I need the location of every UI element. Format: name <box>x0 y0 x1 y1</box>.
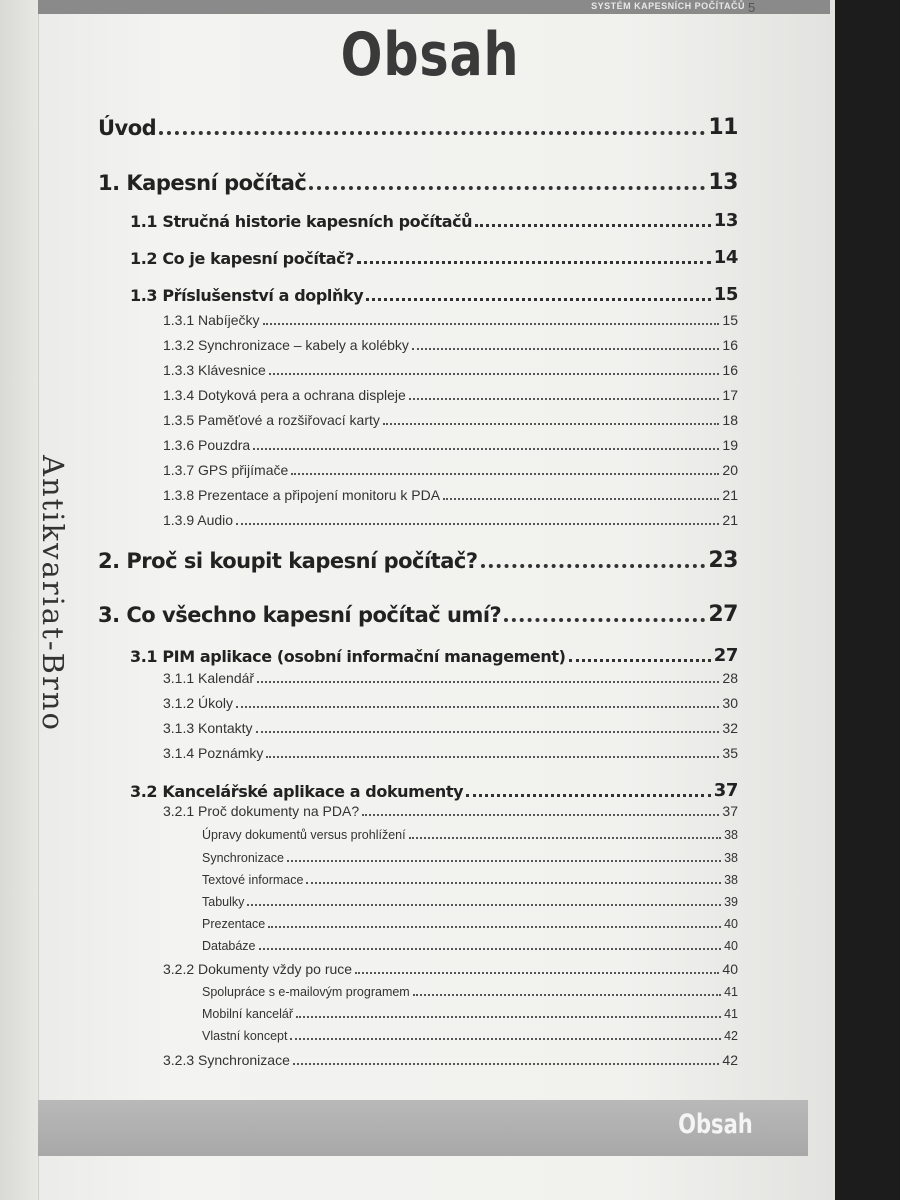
toc-entry-page: 13 <box>708 170 738 195</box>
toc-entry-page: 41 <box>724 1007 738 1021</box>
toc-entry-label: Úpravy dokumentů versus prohlížení <box>202 828 406 842</box>
toc-entry-label: 3.1.2 Úkoly <box>163 695 234 711</box>
toc-entry <box>163 670 738 686</box>
toc-entry <box>202 985 738 999</box>
toc-entry-label: Mobilní kancelář <box>202 1007 294 1021</box>
toc-entry <box>202 828 738 842</box>
toc-entry <box>130 284 738 305</box>
footer-label: Obsah <box>678 1109 753 1140</box>
toc-leader-dots <box>259 948 722 950</box>
toc-entry <box>202 851 738 865</box>
toc-leader-dots <box>366 298 711 301</box>
toc-entry-page: 21 <box>722 512 738 528</box>
toc-entry-label: Textové informace <box>202 873 304 887</box>
toc-entry <box>202 895 738 909</box>
toc-entry-label: 3.2.2 Dokumenty vždy po ruce <box>163 961 353 977</box>
toc-leader-dots <box>296 1016 721 1018</box>
toc-leader-dots <box>287 860 721 862</box>
toc-entry-page: 13 <box>713 210 738 231</box>
toc-entry-label: 1.3.6 Pouzdra <box>163 437 251 453</box>
toc-entry-page: 38 <box>724 828 738 842</box>
toc-entry-label: 3.1.3 Kontakty <box>163 720 253 736</box>
toc-entry-label: 3.2.1 Proč dokumenty na PDA? <box>163 803 360 819</box>
toc-leader-dots <box>475 224 711 227</box>
toc-leader-dots <box>266 756 719 758</box>
toc-leader-dots <box>159 131 705 135</box>
toc-leader-dots <box>257 681 719 683</box>
toc-entry <box>202 873 738 887</box>
toc-entry <box>98 115 738 140</box>
toc-entry <box>163 1052 738 1068</box>
toc-entry-page: 28 <box>722 670 738 686</box>
toc-entry-page: 16 <box>722 362 738 378</box>
toc-entry <box>163 412 738 428</box>
toc-entry-label: 3.1.1 Kalendář <box>163 670 255 686</box>
toc-entry-page: 15 <box>722 312 738 328</box>
toc-leader-dots <box>357 261 711 264</box>
toc-entry <box>163 387 738 403</box>
toc-entry-page: 32 <box>722 720 738 736</box>
toc-entry <box>202 939 738 953</box>
toc-entry <box>163 337 738 353</box>
toc-leader-dots <box>256 731 720 733</box>
toc-leader-dots <box>409 837 722 839</box>
toc-entry <box>163 462 738 478</box>
toc-entry <box>130 645 738 666</box>
toc-entry-label: Databáze <box>202 939 256 953</box>
toc-leader-dots <box>569 659 711 662</box>
toc-entry-label: 3.2 Kancelářské aplikace a dokumenty <box>130 782 464 801</box>
toc-entry-page: 40 <box>724 939 738 953</box>
toc-leader-dots <box>443 498 719 500</box>
toc-entry-label: 3. Co všechno kapesní počítač umí? <box>98 603 502 627</box>
toc-leader-dots <box>409 398 720 400</box>
toc-entry-page: 21 <box>722 487 738 503</box>
toc-entry-page: 17 <box>722 387 738 403</box>
toc-entry <box>130 780 738 801</box>
toc-leader-dots <box>504 618 705 622</box>
toc-entry-label: 3.1 PIM aplikace (osobní informační management) <box>130 647 566 666</box>
toc-entry-label: 1.3.5 Paměťové a rozšiřovací karty <box>163 412 380 428</box>
toc-entry-page: 40 <box>724 917 738 931</box>
toc-entry-label: Tabulky <box>202 895 245 909</box>
toc-entry-label: 2. Proč si koupit kapesní počítač? <box>98 549 478 573</box>
toc-leader-dots <box>309 186 705 190</box>
toc-entry-page: 38 <box>724 873 738 887</box>
toc-entry-page: 42 <box>724 1029 738 1043</box>
toc-entry <box>202 1029 738 1043</box>
toc-entry-page: 35 <box>722 745 738 761</box>
toc-entry-page: 37 <box>722 803 738 819</box>
toc-entry <box>130 247 738 268</box>
toc-entry-page: 39 <box>724 895 738 909</box>
toc-entry-page: 20 <box>722 462 738 478</box>
toc-entry <box>163 720 738 736</box>
toc-entry-page: 18 <box>722 412 738 428</box>
toc-entry-page: 41 <box>724 985 738 999</box>
antikvariat-watermark: Antikvariat-Brno <box>36 455 70 732</box>
toc-entry-label: 1.1 Stručná historie kapesních počítačů <box>130 212 473 231</box>
previous-page-edge <box>0 0 39 1200</box>
toc-entry <box>98 548 738 573</box>
toc-entry-label: 3.2.3 Synchronizace <box>163 1052 290 1068</box>
toc-entry <box>163 695 738 711</box>
toc-entry-page: 27 <box>708 602 738 627</box>
toc-leader-dots <box>236 523 719 525</box>
toc-entry-label: 1.3.7 GPS přijímače <box>163 462 289 478</box>
toc-entry-label: Spolupráce s e-mailovým programem <box>202 985 410 999</box>
page-title: Obsah <box>340 20 520 90</box>
toc-entry-page: 15 <box>713 284 738 305</box>
toc-leader-dots <box>253 448 719 450</box>
toc-entry <box>202 1007 738 1021</box>
toc-entry-label: 1.2 Co je kapesní počítač? <box>130 249 355 268</box>
toc-leader-dots <box>481 564 706 568</box>
toc-entry <box>163 487 738 503</box>
toc-leader-dots <box>291 473 719 475</box>
toc-entry-label: Prezentace <box>202 917 266 931</box>
toc-entry-page: 16 <box>722 337 738 353</box>
page-mark: 5 <box>748 0 756 15</box>
running-title: SYSTÉM KAPESNÍCH POČÍTAČŮ <box>591 1 745 11</box>
toc-entry <box>163 362 738 378</box>
toc-leader-dots <box>263 323 720 325</box>
toc-entry-page: 37 <box>713 780 738 801</box>
toc-entry <box>202 917 738 931</box>
toc-leader-dots <box>268 926 721 928</box>
toc-entry-page: 27 <box>713 645 738 666</box>
toc-entry <box>163 961 738 977</box>
toc-entry-label: 1.3 Příslušenství a doplňky <box>130 286 364 305</box>
toc-entry-page: 30 <box>722 695 738 711</box>
toc-entry-page: 11 <box>708 115 738 140</box>
toc-leader-dots <box>306 882 721 884</box>
toc-entry <box>98 170 738 195</box>
toc-leader-dots <box>412 348 719 350</box>
toc-entry-label: Úvod <box>98 116 157 140</box>
toc-entry-page: 38 <box>724 851 738 865</box>
toc-leader-dots <box>290 1038 721 1040</box>
toc-leader-dots <box>269 373 720 375</box>
toc-entry <box>130 210 738 231</box>
toc-leader-dots <box>413 994 721 996</box>
toc-entry-label: 1.3.3 Klávesnice <box>163 362 266 378</box>
background-surface <box>830 0 900 1200</box>
toc-entry-page: 23 <box>708 548 738 573</box>
toc-entry-label: Vlastní koncept <box>202 1029 288 1043</box>
toc-leader-dots <box>293 1063 720 1065</box>
toc-entry-label: Synchronizace <box>202 851 284 865</box>
toc-leader-dots <box>247 904 721 906</box>
toc-entry-page: 40 <box>722 961 738 977</box>
toc-entry <box>163 512 738 528</box>
toc-entry-label: 1.3.9 Audio <box>163 512 234 528</box>
toc-entry-label: 1.3.1 Nabíječky <box>163 312 260 328</box>
toc-entry-label: 3.1.4 Poznámky <box>163 745 264 761</box>
toc-entry <box>163 803 738 819</box>
toc-entry-label: 1.3.4 Dotyková pera a ochrana displeje <box>163 387 406 403</box>
toc-leader-dots <box>355 972 719 974</box>
toc-leader-dots <box>466 794 711 797</box>
toc-leader-dots <box>383 423 720 425</box>
toc-entry <box>163 437 738 453</box>
toc-entry-label: 1. Kapesní počítač <box>98 171 307 195</box>
toc-entry <box>163 312 738 328</box>
toc-entry-page: 19 <box>722 437 738 453</box>
toc-leader-dots <box>362 814 719 816</box>
toc-entry-page: 42 <box>722 1052 738 1068</box>
toc-entry-label: 1.3.2 Synchronizace – kabely a kolébky <box>163 337 409 353</box>
toc-entry <box>163 745 738 761</box>
toc-entry-page: 14 <box>713 247 738 268</box>
toc-entry-label: 1.3.8 Prezentace a připojení monitoru k PDA <box>163 487 441 503</box>
toc-leader-dots <box>236 706 719 708</box>
toc-entry <box>98 602 738 627</box>
